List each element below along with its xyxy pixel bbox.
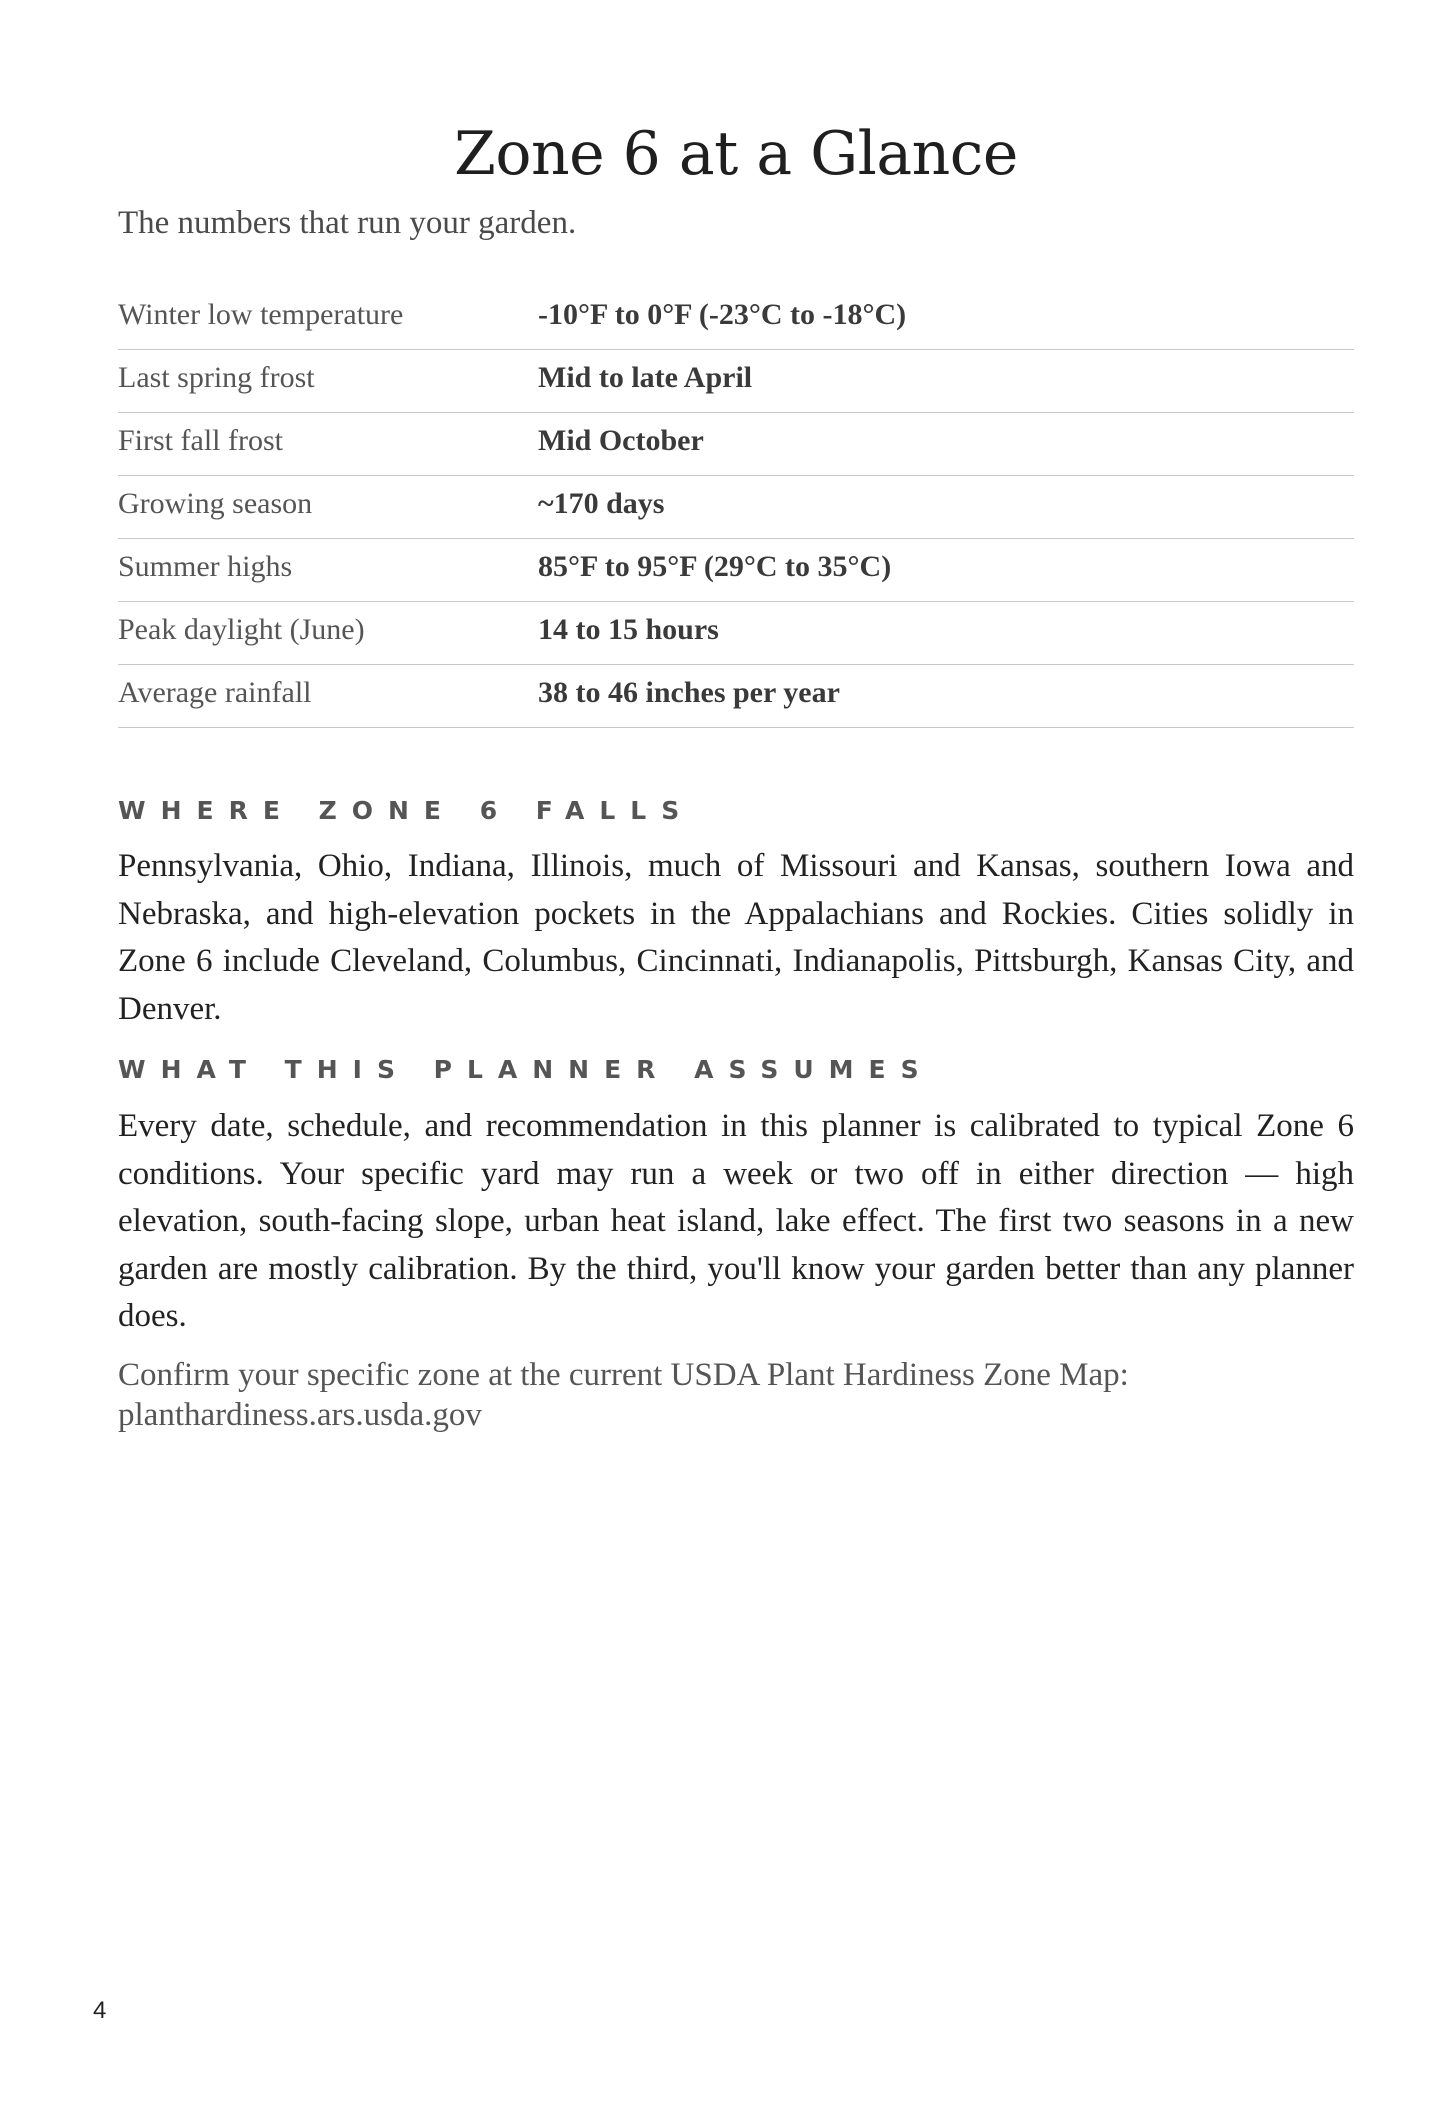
section-body-where-zone-6-falls: Pennsylvania, Ohio, Indiana, Illinois, much of Missouri and Kansas, southern Iowa and Nebraska, and high-elevation pockets in the Appalachians and Rockies. Cities solidly in Zone 6 include Cleveland, Columbus, Cincinnati, Indianapolis, Pittsburgh, Kansas City, and Denver. xyxy=(118,848,1354,1027)
fact-row xyxy=(118,665,1354,728)
fact-row xyxy=(118,476,1354,539)
fact-value: ~170 days xyxy=(538,487,665,520)
page-title: Zone 6 at a Glance xyxy=(454,119,1018,189)
fact-value: Mid to late April xyxy=(538,361,753,394)
fact-value: -10°F to 0°F (-23°C to -18°C) xyxy=(538,298,907,331)
fact-label: Growing season xyxy=(118,487,313,520)
fact-label: Average rainfall xyxy=(118,676,312,709)
fact-value: Mid October xyxy=(538,424,704,457)
fact-row xyxy=(118,350,1354,413)
usda-map-link[interactable]: planthardiness.ars.usda.gov xyxy=(118,1397,482,1433)
fact-row xyxy=(118,287,1354,350)
fact-label: Last spring frost xyxy=(118,361,315,394)
page-number: 4 xyxy=(93,1997,107,2024)
fact-label: Winter low temperature xyxy=(118,298,404,331)
section-body-planner-assumes: Every date, schedule, and recommendation in this planner is calibrated to typical Zone 6 conditions. Your specific yard may run a week or two off in either direction — high elevation, south-facing slope, urban heat island, lake effect. The first two seasons in a new garden are mostly calibration. By the third, you'll know your garden better than any planner does. xyxy=(118,1108,1354,1334)
usda-map-note xyxy=(118,1355,1354,1435)
page-subtitle: The numbers that run your garden. xyxy=(118,205,577,241)
fact-value: 14 to 15 hours xyxy=(538,613,719,646)
fact-value: 38 to 46 inches per year xyxy=(538,676,840,709)
fact-label: Peak daylight (June) xyxy=(118,613,365,646)
section-heading-planner-assumes: WHAT THIS PLANNER ASSUMES xyxy=(118,1055,934,1084)
fact-row xyxy=(118,413,1354,476)
fact-label: First fall frost xyxy=(118,424,283,457)
section-heading-where-zone-6-falls: WHERE ZONE 6 FALLS xyxy=(118,796,695,825)
fact-row xyxy=(118,539,1354,602)
fact-value: 85°F to 95°F (29°C to 35°C) xyxy=(538,550,892,583)
fact-row xyxy=(118,602,1354,665)
facts-table xyxy=(118,287,1354,728)
usda-map-note-text: Confirm your specific zone at the current USDA Plant Hardiness Zone Map: xyxy=(118,1357,1129,1393)
fact-label: Summer highs xyxy=(118,550,293,583)
